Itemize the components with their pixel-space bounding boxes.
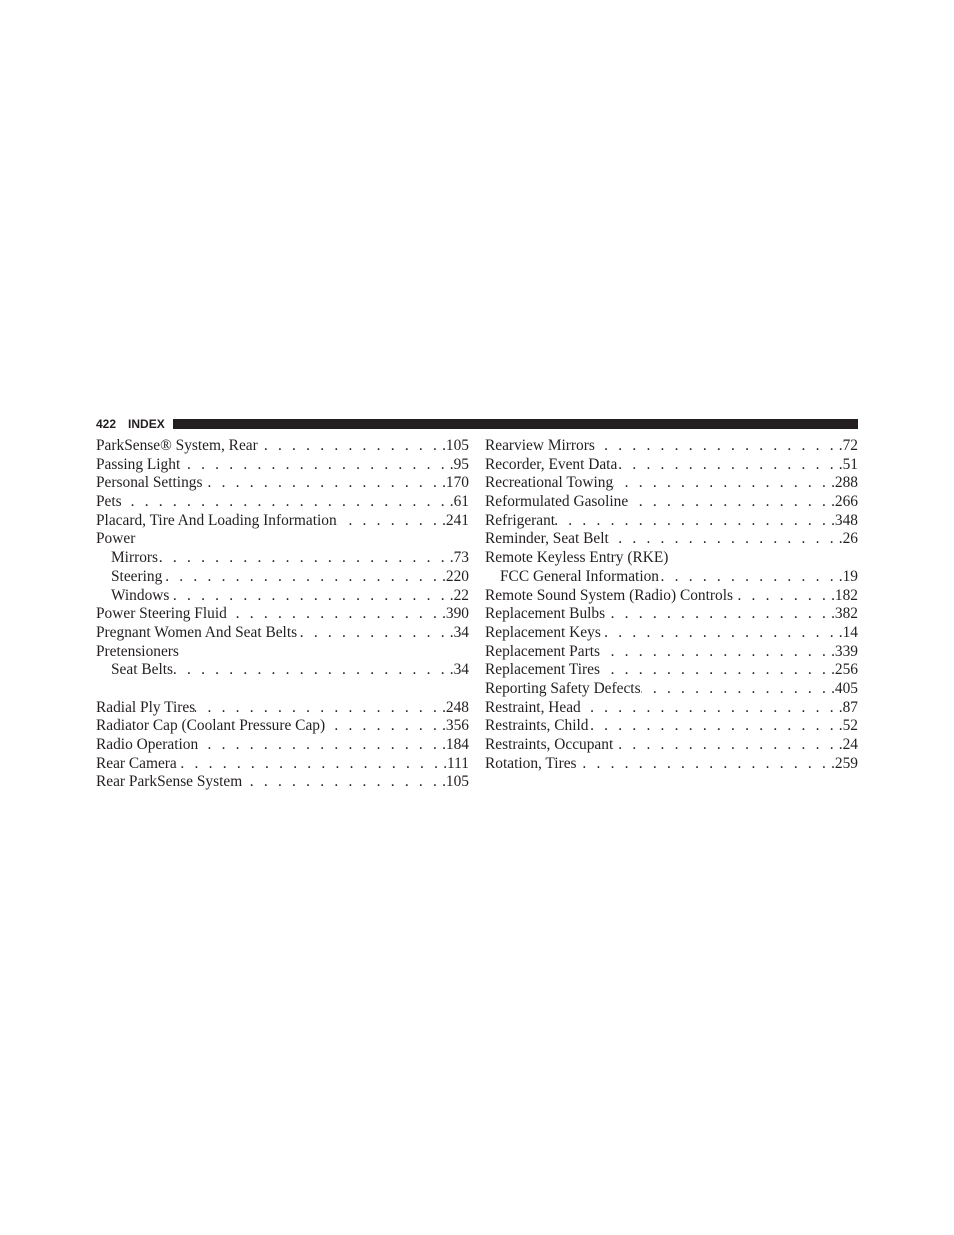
index-entry [485, 624, 858, 643]
index-entry [96, 773, 469, 792]
index-entry [96, 736, 469, 755]
dot-leader [337, 512, 442, 531]
entry-page-number: .356 [442, 717, 469, 735]
dot-leader [617, 456, 838, 475]
entry-page-number: .348 [831, 511, 858, 529]
index-entry [485, 699, 858, 718]
entry-term: Rear Camera [96, 754, 177, 772]
entry-page-number: .220 [442, 567, 469, 585]
entry-page-number: .170 [442, 474, 469, 492]
index-entry [485, 456, 858, 475]
entry-term: Reminder, Seat Belt [485, 530, 609, 548]
dot-leader [577, 755, 832, 774]
index-entry [485, 437, 858, 456]
entry-term: Reporting Safety Defects [485, 679, 641, 697]
index-entry [96, 717, 469, 736]
dot-leader [613, 474, 831, 493]
index-entry [96, 456, 469, 475]
entry-page-number: .248 [442, 698, 469, 716]
page-header [96, 417, 858, 431]
index-entry [485, 661, 858, 680]
entry-page-number: .405 [831, 679, 858, 697]
entry-term: Restraint, Head [485, 698, 581, 716]
dot-leader [581, 699, 839, 718]
entry-term: Restraints, Child [485, 717, 589, 735]
index-entry [96, 699, 469, 718]
entry-term: Recreational Towing [485, 474, 614, 492]
entry-term: Remote Keyless Entry (RKE) [485, 549, 669, 567]
entry-term: Mirrors [111, 549, 159, 567]
entry-page-number: .105 [442, 773, 469, 791]
dot-leader [600, 661, 831, 680]
entry-term: Personal Settings [96, 474, 203, 492]
entry-term: Pets [96, 493, 122, 511]
index-entry [485, 643, 858, 662]
entry-page-number: .22 [449, 586, 469, 604]
entry-page-number: .259 [831, 754, 858, 772]
entry-page-number: .288 [831, 474, 858, 492]
index-entry [96, 755, 469, 774]
dot-leader [198, 736, 442, 755]
index-entry [485, 587, 858, 606]
entry-page-number: .87 [838, 698, 858, 716]
dot-leader [609, 530, 839, 549]
entry-page-number: .19 [838, 567, 858, 585]
index-entry [485, 736, 858, 755]
entry-term: Reformulated Gasoline [485, 493, 629, 511]
entry-page-number: .34 [449, 661, 469, 679]
dot-leader [600, 643, 831, 662]
dot-leader [202, 474, 442, 493]
entry-term: Refrigerant [485, 511, 556, 529]
dot-leader [227, 605, 442, 624]
dot-leader [588, 717, 838, 736]
entry-page-number: .241 [442, 511, 469, 529]
index-subentry [485, 568, 858, 587]
index-entry [485, 680, 858, 699]
dot-leader [122, 493, 450, 512]
dot-leader [605, 605, 831, 624]
dot-leader [297, 624, 450, 643]
entry-page-number: .52 [838, 717, 858, 735]
entry-page-number: .51 [838, 455, 858, 473]
entry-term: Remote Sound System (Radio) Controls [485, 586, 733, 604]
entry-term: Replacement Bulbs [485, 605, 606, 623]
entry-page-number: .73 [449, 549, 469, 567]
entry-term: FCC General Information [500, 567, 660, 585]
index-subentry [96, 587, 469, 606]
index-entry [485, 605, 858, 624]
entry-page-number: .111 [443, 754, 469, 772]
dot-leader [601, 624, 839, 643]
entry-page-number: .182 [831, 586, 858, 604]
entry-page-number: .184 [442, 736, 469, 753]
index-entry [96, 624, 469, 643]
dot-leader [325, 717, 442, 736]
index-subentry [96, 549, 469, 568]
index-entry [485, 493, 858, 512]
dot-leader [162, 568, 442, 587]
entry-page-number: .390 [442, 605, 469, 623]
entry-term: Rotation, Tires [485, 754, 577, 772]
dot-leader [173, 661, 450, 680]
entry-term: Seat Belts [111, 661, 173, 679]
dot-leader [169, 587, 449, 606]
index-entry [96, 437, 469, 456]
entry-term: Power Steering Fluid [96, 605, 227, 623]
dot-leader [242, 773, 442, 792]
entry-gap [96, 680, 469, 699]
index-subentry [96, 661, 469, 680]
entry-term: Pregnant Women And Seat Belts [96, 623, 298, 641]
dot-leader [195, 699, 442, 718]
entry-term: Replacement Keys [485, 623, 601, 641]
entry-page-number: .61 [449, 493, 469, 511]
index-entry [485, 549, 858, 568]
entry-term: Replacement Parts [485, 642, 600, 660]
dot-leader [555, 512, 831, 531]
dot-leader [733, 587, 831, 606]
index-entry [485, 474, 858, 493]
entry-term: Rearview Mirrors [485, 437, 595, 454]
entry-term: Pretensioners [96, 642, 179, 660]
entry-term: Restraints, Occupant [485, 736, 614, 753]
entry-term: Steering [111, 567, 163, 585]
dot-leader [595, 437, 839, 456]
entry-page-number: .72 [838, 437, 858, 454]
header-rule [173, 419, 858, 429]
index-entry [96, 643, 469, 662]
index-column-right [485, 437, 858, 773]
entry-page-number: .105 [442, 437, 469, 454]
index-entry [96, 474, 469, 493]
entry-term: Recorder, Event Data [485, 455, 618, 473]
index-entry [485, 755, 858, 774]
index-entry [96, 605, 469, 624]
entry-page-number: .14 [838, 623, 858, 641]
entry-term: Replacement Tires [485, 661, 600, 679]
index-entry [96, 512, 469, 531]
index-entry [96, 530, 469, 549]
index-subentry [96, 568, 469, 587]
entry-term: Rear ParkSense System [96, 773, 243, 791]
index-entry [96, 493, 469, 512]
entry-term: Power [96, 530, 136, 548]
index-entry [485, 512, 858, 531]
dot-leader [180, 456, 450, 475]
entry-page-number: .26 [838, 530, 858, 548]
section-title: INDEX [128, 417, 165, 431]
entry-page-number: .34 [449, 623, 469, 641]
entry-page-number: .266 [831, 493, 858, 511]
entry-page-number: .339 [831, 642, 858, 660]
entry-term: Radio Operation [96, 736, 199, 753]
entry-term: Passing Light [96, 455, 181, 473]
entry-term: Radial Ply Tires [96, 698, 196, 716]
page-number: 422 [96, 417, 117, 431]
entry-page-number: .256 [831, 661, 858, 679]
dot-leader [258, 437, 442, 456]
entry-term: Windows [111, 586, 170, 604]
entry-page-number: .24 [838, 736, 858, 753]
index-entry [485, 717, 858, 736]
dot-leader [628, 493, 831, 512]
entry-term: Radiator Cap (Coolant Pressure Cap) [96, 717, 326, 735]
index-column-left [96, 437, 469, 792]
entry-term: Placard, Tire And Loading Information [96, 511, 337, 529]
dot-leader [177, 755, 443, 774]
dot-leader [659, 568, 839, 587]
dot-leader [641, 680, 831, 699]
entry-page-number: .95 [449, 455, 469, 473]
entry-page-number: .382 [831, 605, 858, 623]
index-entry [485, 530, 858, 549]
dot-leader [158, 549, 450, 568]
entry-term: ParkSense® System, Rear [96, 437, 258, 454]
dot-leader [613, 736, 839, 755]
